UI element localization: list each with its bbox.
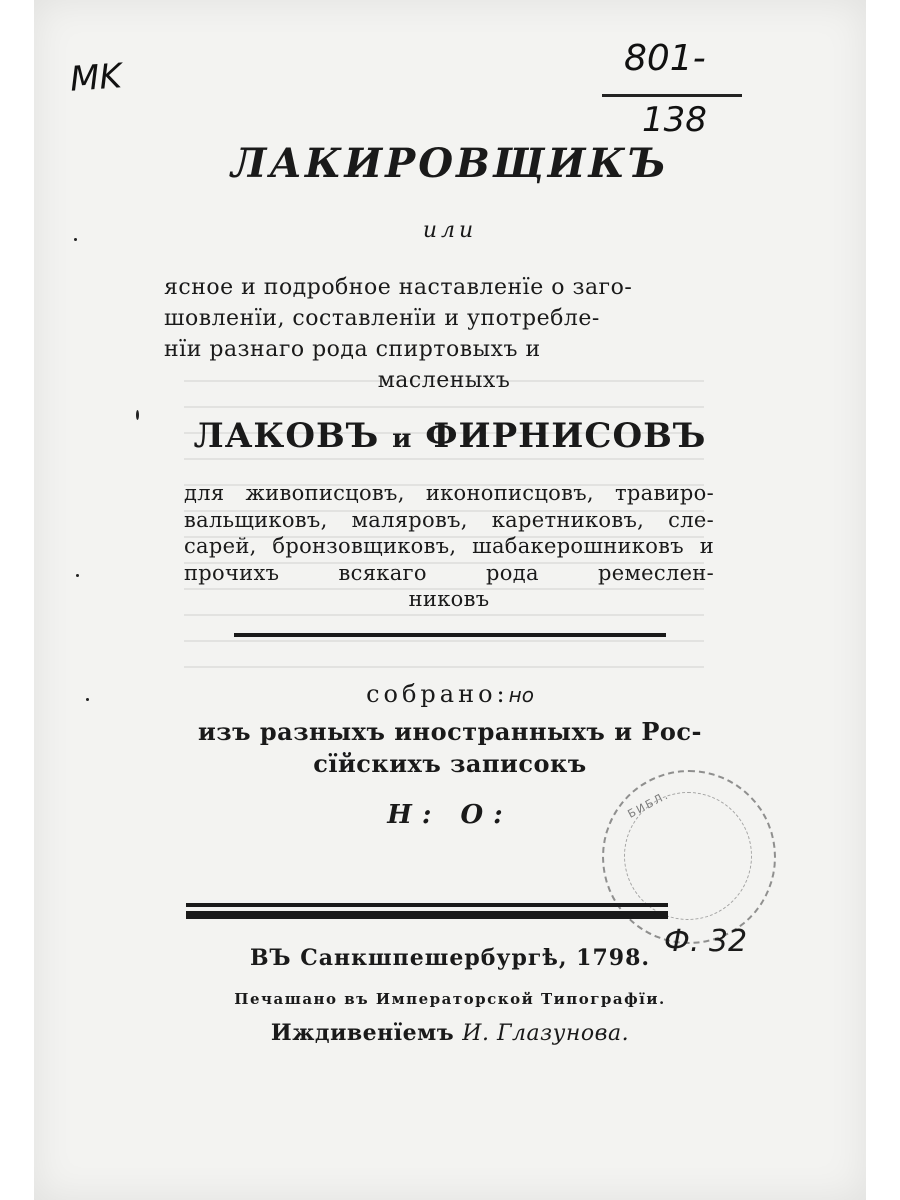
- handwritten-mark: MK: [68, 56, 123, 100]
- sources-line: изъ разныхъ иностранныхъ и Рос-: [198, 717, 702, 746]
- subject-lakov: ЛАКОВЪ: [193, 416, 380, 456]
- audience-line: сарей, бронзовщиковъ, шабакерошниковъ и: [184, 534, 714, 558]
- audience-block: [184, 480, 714, 613]
- audience-line: никовъ: [408, 587, 490, 611]
- shelfmark-top: 801-: [624, 38, 706, 79]
- double-rule-thick: [186, 911, 668, 919]
- publisher-name: И. Глазунова.: [462, 1021, 630, 1046]
- compiled-line: собрано:но: [366, 680, 534, 708]
- ink-speck: [86, 698, 89, 701]
- shelfmark-bottom: 138: [642, 100, 707, 140]
- description-line: нїи разнаго рода спиртовыхъ и: [164, 337, 541, 362]
- description-line: ясное и подробное наставленїе о заго-: [164, 275, 633, 300]
- imprint-place-date: ВЪ Санкшпешербургѣ, 1798.: [249, 945, 651, 971]
- handwritten-correction: но: [508, 683, 534, 707]
- author-initials: Н: О:: [387, 800, 513, 830]
- description-block: [164, 272, 724, 396]
- handwritten-side-mark: Ф. 32: [664, 924, 748, 959]
- audience-line: для живописцовъ, иконописцовъ, травиро-: [184, 481, 714, 505]
- description-line: шовленїи, составленїи и употребле-: [164, 306, 600, 331]
- imprint-publisher: [34, 1020, 866, 1046]
- publisher-prefix: Иждивенїемъ: [270, 1020, 455, 1046]
- sources-block: [34, 716, 866, 780]
- description-line: масленыхъ: [377, 368, 511, 393]
- ink-speck: [74, 238, 77, 241]
- audience-line: прочихъ всякаго рода ремеслен-: [184, 560, 714, 585]
- book-title: ЛАКИРОВЩИКЪ: [230, 140, 670, 187]
- imprint-printer: Печашано въ Императорской Типографїи.: [234, 990, 666, 1008]
- subject-firnisov: ФИРНИСОВЪ: [425, 416, 707, 456]
- library-stamp-text: БИБЛ.: [625, 788, 672, 821]
- ink-speck: [76, 574, 79, 577]
- ink-speck: [136, 410, 139, 420]
- divider-rule: [234, 633, 666, 637]
- connector-word: или: [422, 218, 478, 243]
- subject-conjunction: и: [392, 424, 413, 454]
- title-page: [34, 0, 866, 1200]
- compiled-label: собрано: [366, 680, 497, 708]
- sources-line: сїйскихъ записокъ: [313, 749, 587, 778]
- shelfmark-rule: [602, 94, 742, 97]
- subject-heading: [34, 416, 866, 456]
- double-rule-thin: [186, 903, 668, 907]
- audience-line: вальщиковъ, маляровъ, каретниковъ, сле-: [184, 507, 714, 532]
